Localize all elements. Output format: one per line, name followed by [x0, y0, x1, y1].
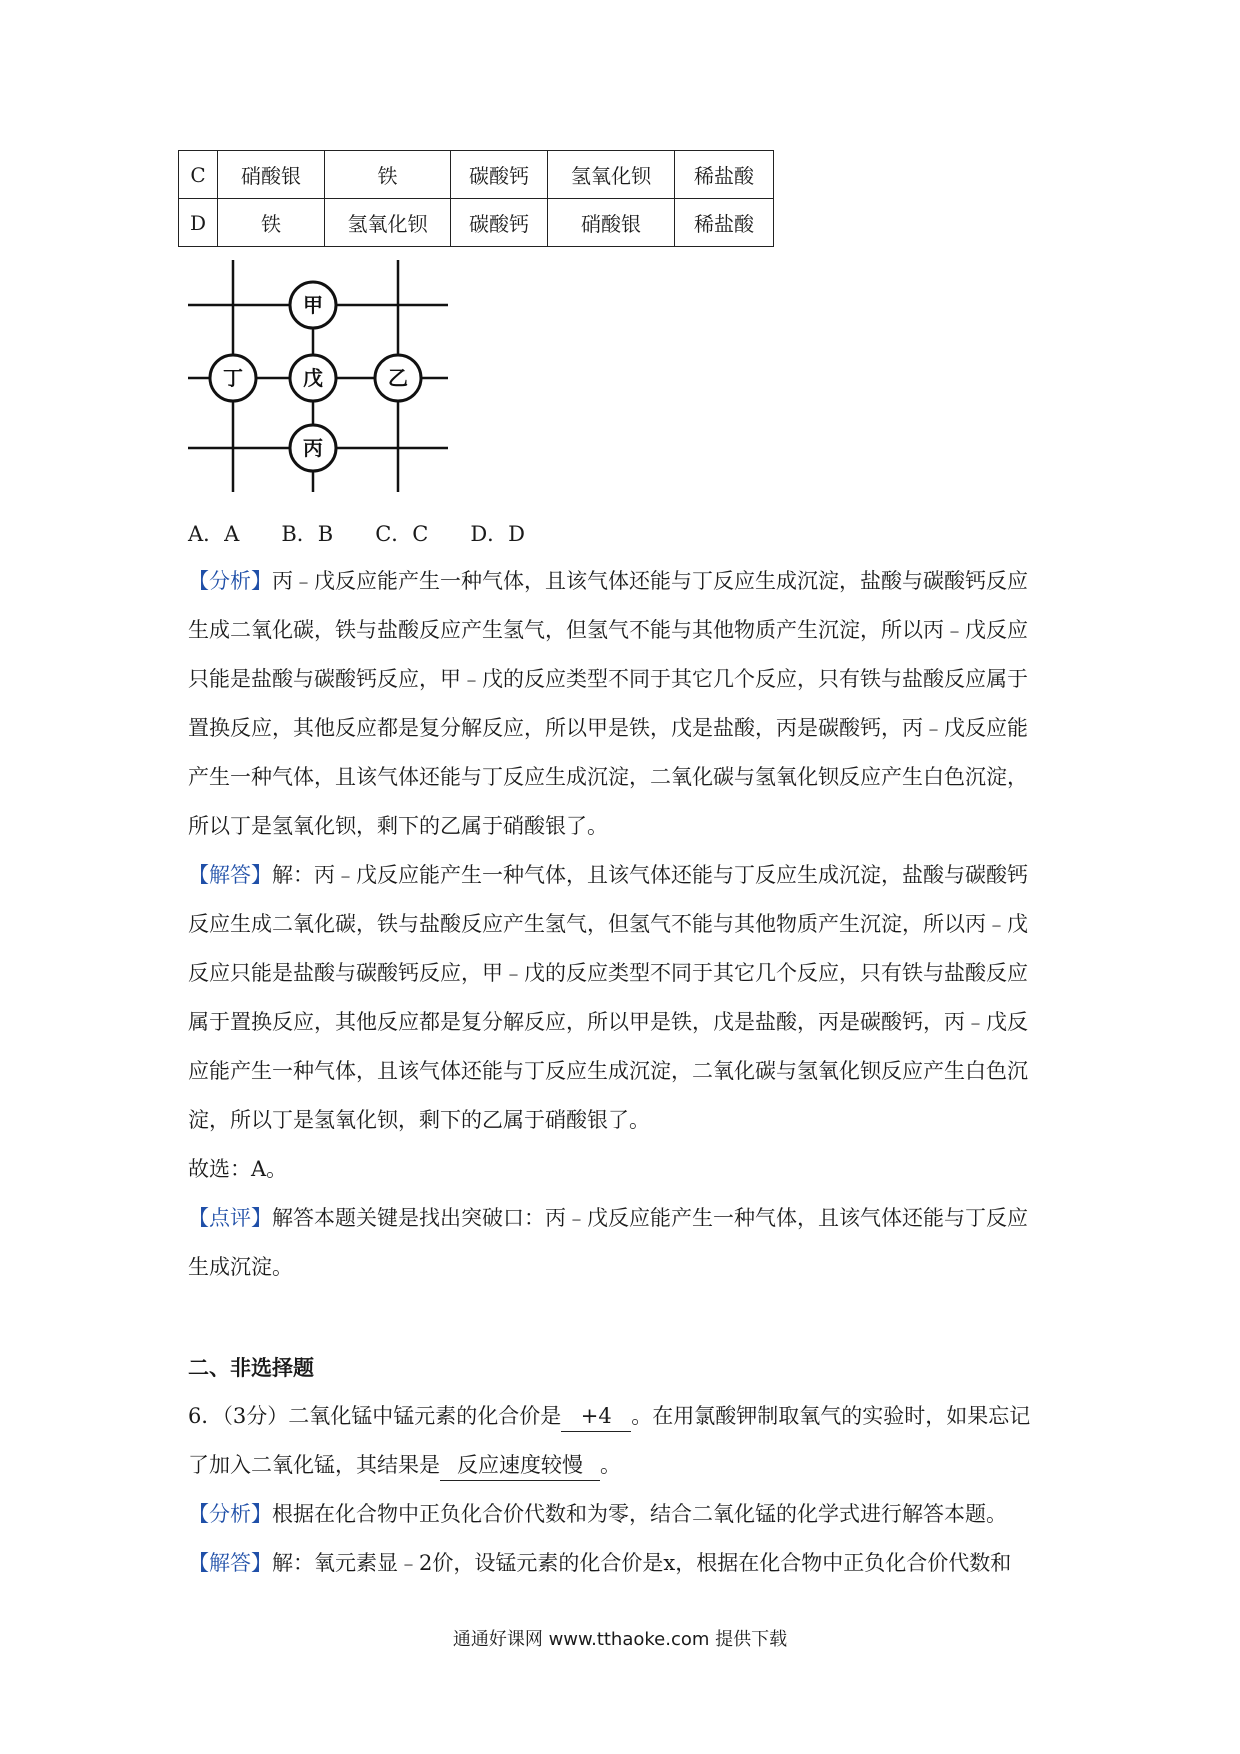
analysis-line: 只能是盐酸与碳酸钙反应，甲﹣戊的反应类型不同于其它几个反应，只有铁与盐酸反应属于 — [188, 667, 1028, 691]
section-heading: 二、非选择题 — [188, 1355, 314, 1380]
row-label: D — [179, 199, 218, 247]
answer-line: 应能产生一种气体，且该气体还能与丁反应生成沉淀，二氧化碳与氢氧化钡反应产生白色沉 — [188, 1059, 1028, 1083]
node-bing: 丙 — [303, 436, 323, 460]
answer-line: 【解答】解：丙﹣戊反应能产生一种气体，且该气体还能与丁反应生成沉淀，盐酸与碳酸钙 — [188, 863, 1028, 887]
table-cell: 氢氧化钡 — [325, 199, 451, 247]
comment-line: 【点评】解答本题关键是找出突破口：丙﹣戊反应能产生一种气体，且该气体还能与丁反应 — [188, 1206, 1028, 1230]
table-row — [179, 199, 774, 247]
table-cell: 碳酸钙 — [451, 151, 548, 199]
comment-line: 生成沉淀。 — [188, 1255, 293, 1279]
analysis-line: 【分析】丙﹣戊反应能产生一种气体，且该气体还能与丁反应生成沉淀，盐酸与碳酸钙反应 — [188, 569, 1028, 593]
answer-tag: 【解答】 — [188, 1551, 272, 1575]
answer-line: 【解答】解：氧元素显﹣2价，设锰元素的化合价是x，根据在化合物中正负化合价代数和 — [188, 1551, 1012, 1575]
comment-tag: 【点评】 — [188, 1206, 272, 1230]
row-label: C — [179, 151, 218, 199]
table-row — [179, 151, 774, 199]
table-cell: 碳酸钙 — [451, 199, 548, 247]
table-cell: 稀盐酸 — [675, 151, 774, 199]
analysis-line: 所以丁是氢氧化钡，剩下的乙属于硝酸银了。 — [188, 814, 608, 838]
node-wu: 戊 — [303, 366, 323, 390]
reaction-diagram — [188, 260, 448, 492]
answer-line: 反应只能是盐酸与碳酸钙反应，甲﹣戊的反应类型不同于其它几个反应，只有铁与盐酸反应 — [188, 961, 1028, 985]
chosen-answer: 故选：A。 — [188, 1157, 288, 1181]
answer-line: 反应生成二氧化碳，铁与盐酸反应产生氢气，但氢气不能与其他物质产生沉淀，所以丙﹣戊 — [188, 912, 1028, 936]
answer-tag: 【解答】 — [188, 863, 272, 887]
table-cell: 铁 — [218, 199, 325, 247]
analysis-line: 生成二氧化碳，铁与盐酸反应产生氢气，但氢气不能与其他物质产生沉淀，所以丙﹣戊反应 — [188, 618, 1028, 642]
node-jia: 甲 — [303, 293, 323, 317]
table-cell: 氢氧化钡 — [548, 151, 675, 199]
analysis-line: 置换反应，其他反应都是复分解反应，所以甲是铁，戊是盐酸，丙是碳酸钙，丙﹣戊反应能 — [188, 716, 1028, 740]
table-cell: 硝酸银 — [548, 199, 675, 247]
table-cell: 铁 — [325, 151, 451, 199]
fill-blank: 反应速度较慢 — [440, 1450, 600, 1481]
question-6-line2: 了加入二氧化锰，其结果是 反应速度较慢 。 — [188, 1441, 1188, 1490]
analysis-line: 产生一种气体，且该气体还能与丁反应生成沉淀，二氧化碳与氢氧化钡反应产生白色沉淀， — [188, 765, 1028, 789]
fill-blank: +4 — [561, 1401, 631, 1432]
analysis-tag: 【分析】 — [188, 569, 272, 593]
node-ding: 丁 — [223, 366, 243, 390]
table-cell: 硝酸银 — [218, 151, 325, 199]
answer-line: 淀，所以丁是氢氧化钡，剩下的乙属于硝酸银了。 — [188, 1108, 650, 1132]
table-cell: 稀盐酸 — [675, 199, 774, 247]
options-table — [178, 150, 774, 247]
page-footer: 通通好课网 www.tthaoke.com 提供下载 — [452, 1629, 788, 1650]
answer-line: 属于置换反应，其他反应都是复分解反应，所以甲是铁，戊是盐酸，丙是碳酸钙，丙﹣戊反 — [188, 1010, 1028, 1034]
node-yi: 乙 — [388, 366, 408, 390]
question-6-line1: 6．（3分）二氧化锰中锰元素的化合价是 +4 。在用氯酸钾制取氧气的实验时，如果忘记 — [188, 1392, 1188, 1441]
analysis-tag: 【分析】 — [188, 1502, 272, 1526]
answer-choices: A．A B．B C．C D．D — [188, 522, 526, 546]
analysis-line: 【分析】根据在化合物中正负化合价代数和为零，结合二氧化锰的化学式进行解答本题。 — [188, 1502, 1007, 1526]
